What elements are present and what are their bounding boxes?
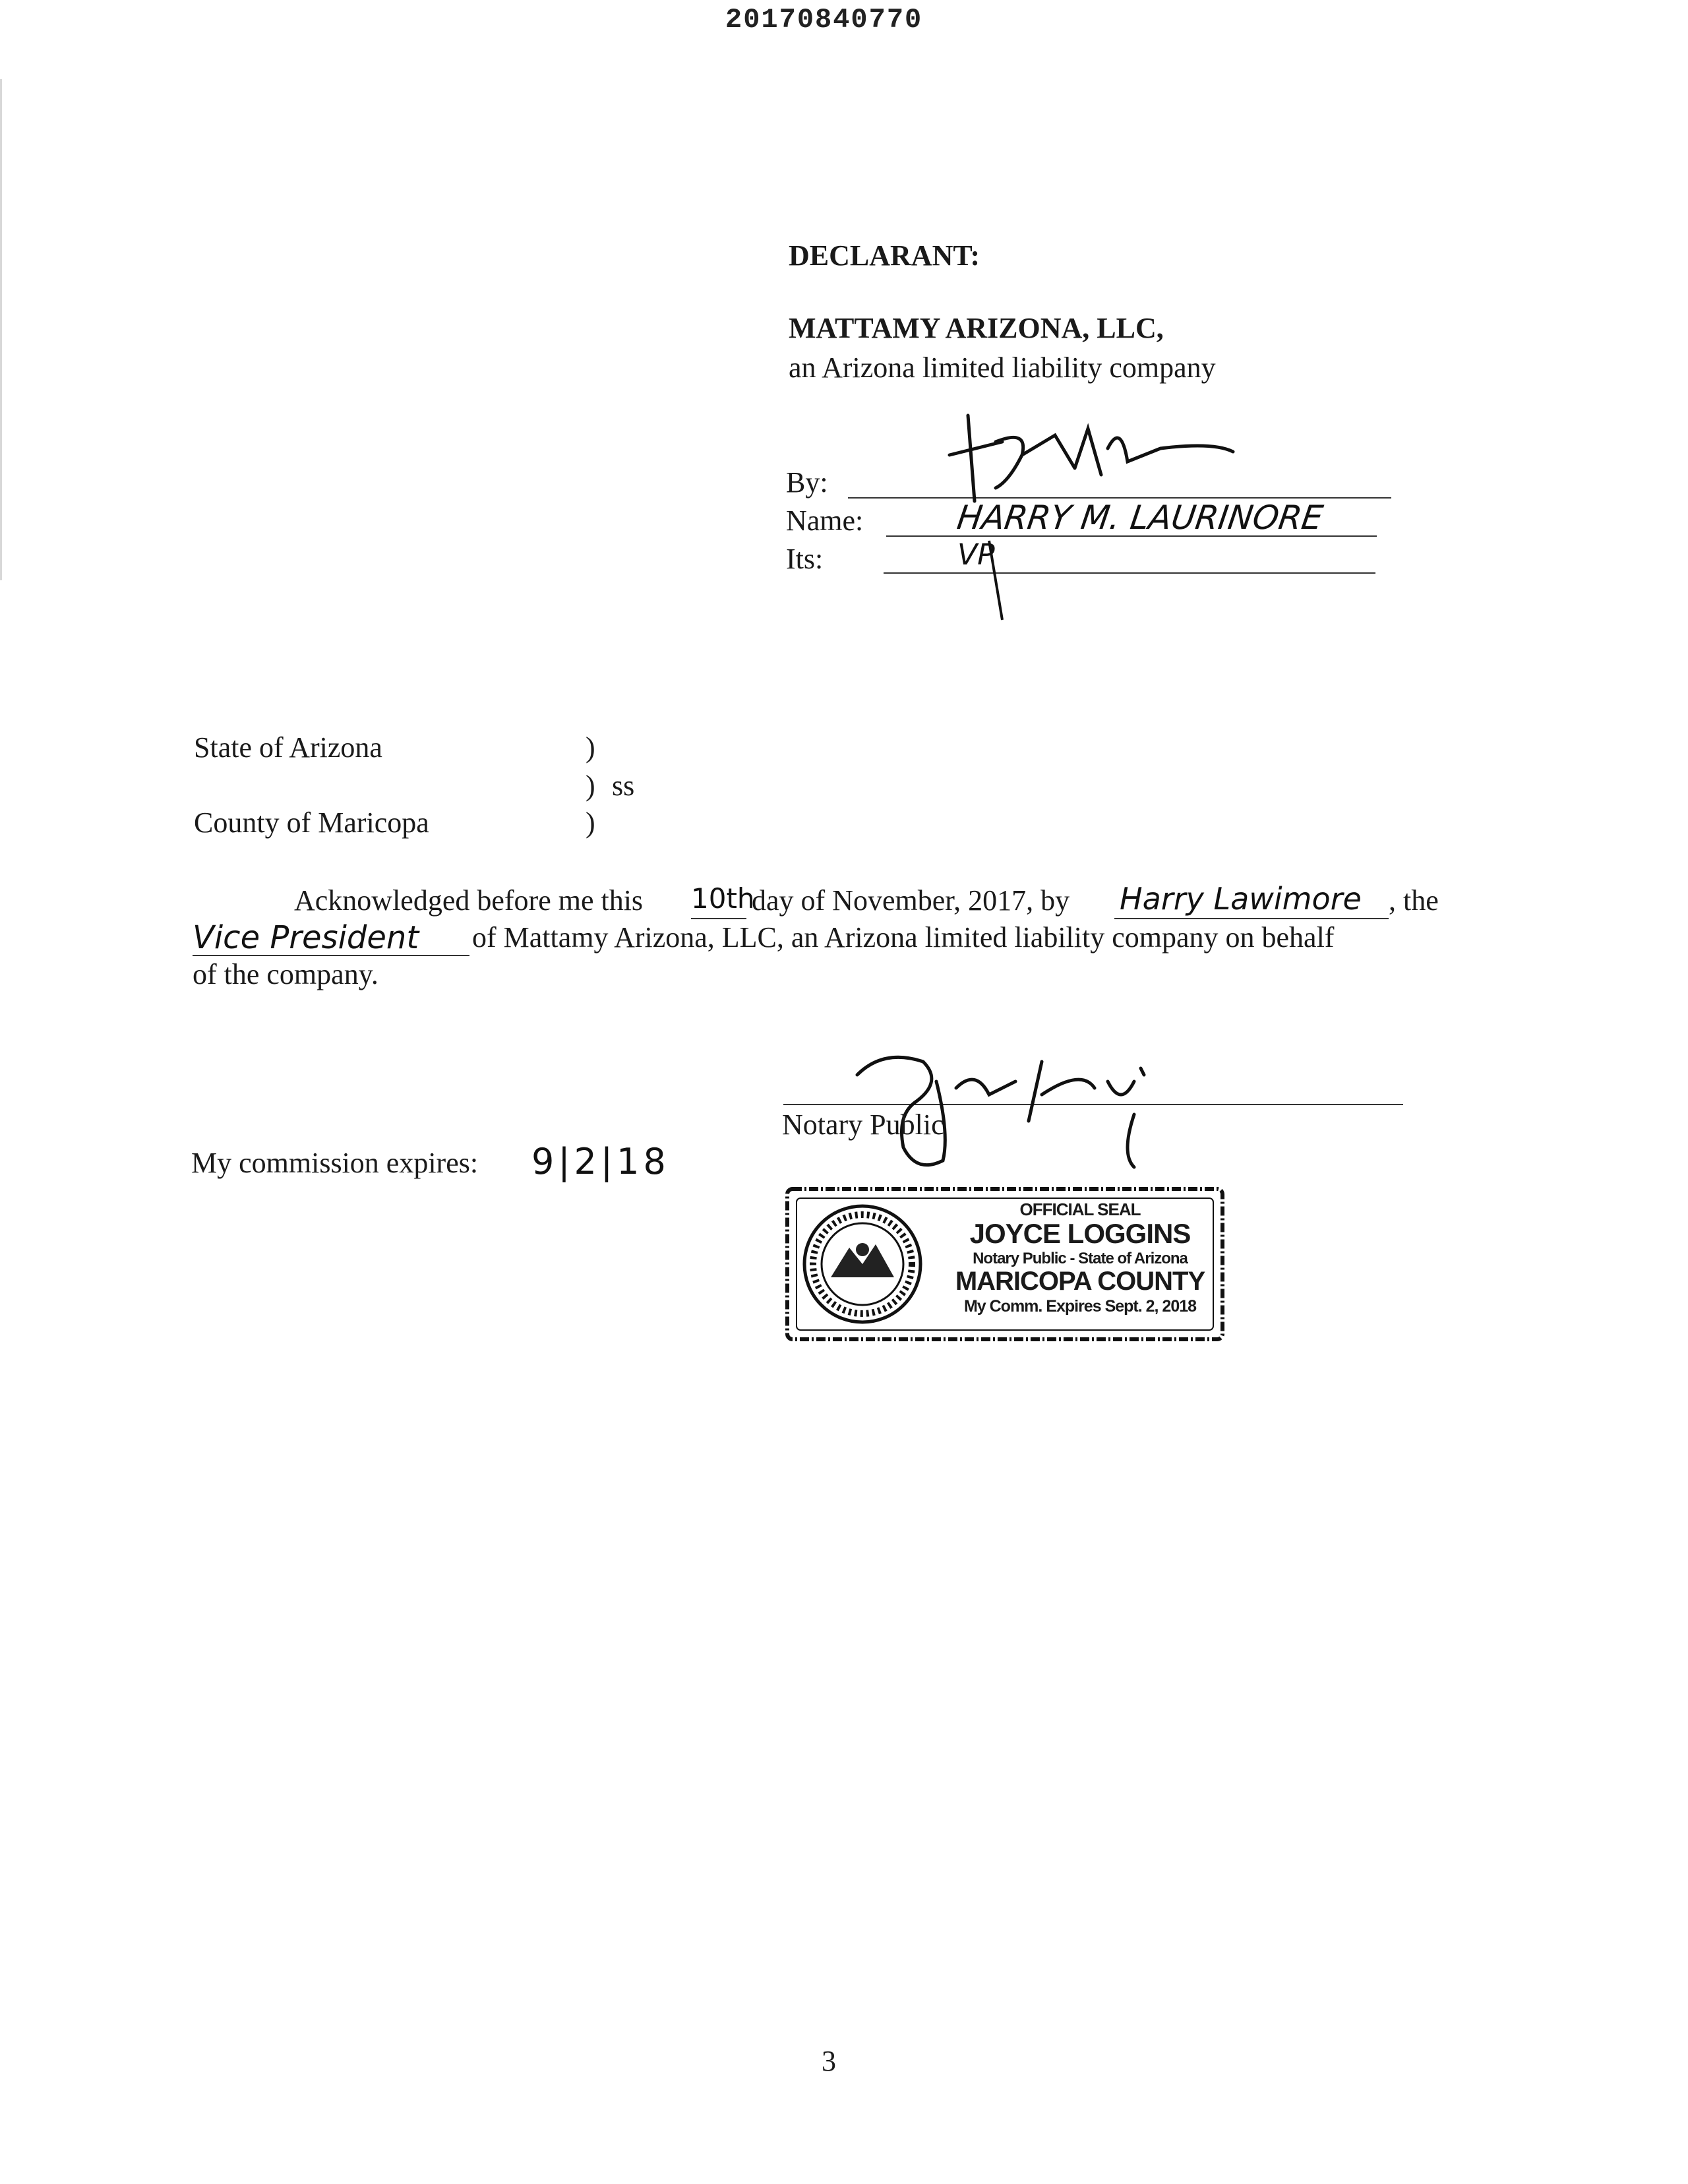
- ack-title-handwritten: Vice President: [193, 919, 419, 956]
- ack-text-4: of Mattamy Arizona, LLC, an Arizona limited liability company on behalf: [472, 921, 1335, 954]
- ack-day-line: [691, 918, 746, 919]
- venue-county: County of Maricopa: [194, 806, 429, 839]
- declarant-title-handwritten: VP: [957, 538, 995, 572]
- venue-paren-1: ): [586, 731, 595, 764]
- ack-text-5: of the company.: [193, 958, 378, 990]
- declarant-name-handwritten: HARRY M. LAURINORE: [954, 499, 1325, 537]
- company-description: an Arizona limited liability company: [789, 351, 1216, 384]
- venue-state: State of Arizona: [194, 731, 382, 764]
- notary-public-label: Notary Public: [782, 1108, 944, 1141]
- company-name: MATTAMY ARIZONA, LLC,: [789, 312, 1164, 344]
- commission-expires-handwritten: 9|2|18: [531, 1141, 670, 1182]
- commission-expires-label: My commission expires:: [191, 1147, 479, 1179]
- seal-line-3: Notary Public - State of Arizona: [973, 1250, 1188, 1267]
- ack-text-3: , the: [1389, 884, 1439, 917]
- ack-text-2: day of November, 2017, by: [752, 884, 1070, 917]
- ack-by-line: [1114, 918, 1389, 919]
- its-label: Its:: [786, 543, 824, 575]
- seal-line-1: OFFICIAL SEAL: [1019, 1199, 1141, 1219]
- venue-ss: ss: [612, 770, 635, 802]
- ack-by-handwritten: Harry Lawimore: [1120, 881, 1362, 917]
- ack-text-1: Acknowledged before me this: [294, 884, 644, 917]
- declarant-heading: DECLARANT:: [789, 239, 980, 272]
- scan-edge: [0, 79, 2, 580]
- seal-line-2: JOYCE LOGGINS: [969, 1218, 1191, 1249]
- by-label: By:: [786, 466, 828, 499]
- recording-number: 20170840770: [725, 4, 923, 36]
- ack-title-line: [193, 955, 469, 956]
- ack-day-handwritten: 10th: [691, 882, 755, 915]
- seal-line-5: My Comm. Expires Sept. 2, 2018: [963, 1297, 1197, 1316]
- seal-line-4: MARICOPA COUNTY: [955, 1267, 1205, 1296]
- notary-seal: [783, 1185, 1226, 1343]
- name-label: Name:: [786, 504, 864, 537]
- venue-paren-3: ): [586, 806, 595, 839]
- page-number: 3: [822, 2045, 836, 2077]
- venue-paren-2: ): [586, 770, 595, 802]
